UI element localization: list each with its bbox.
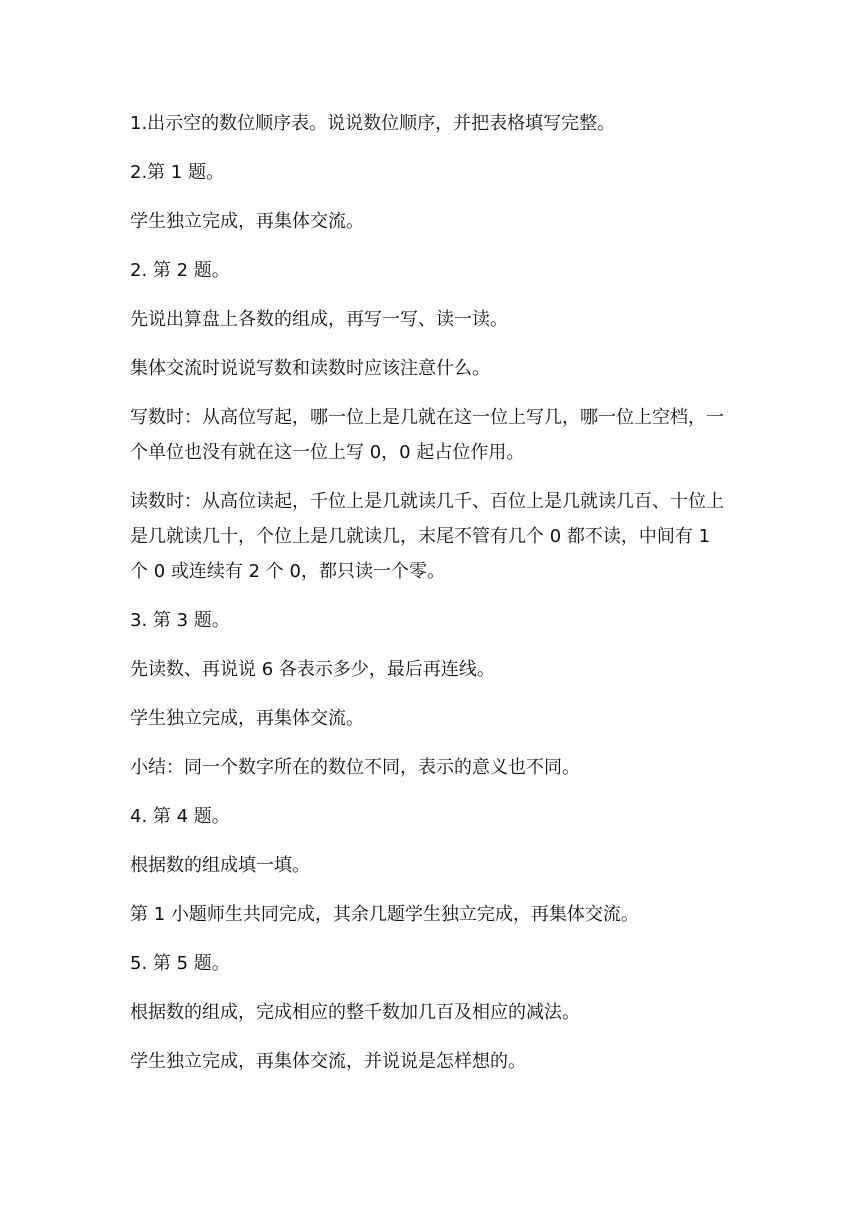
paragraph-7: 写数时：从高位写起，哪一位上是几就在这一位上写几，哪一位上空档，一个单位也没有就在这一位上写 0，0 起占位作用。 xyxy=(130,407,724,463)
paragraph-3: 学生独立完成，再集体交流。 xyxy=(130,211,364,232)
paragraph-10: 先读数、再说说 6 各表示多少，最后再连线。 xyxy=(130,659,495,680)
paragraph-2: 2.第 1 题。 xyxy=(130,162,225,183)
paragraph-15: 第 1 小题师生共同完成，其余几题学生独立完成，再集体交流。 xyxy=(130,904,639,925)
paragraph-11: 学生独立完成，再集体交流。 xyxy=(130,708,364,729)
paragraph-9: 3. 第 3 题。 xyxy=(130,610,230,631)
paragraph-14: 根据数的组成填一填。 xyxy=(130,855,310,876)
paragraph-13: 4. 第 4 题。 xyxy=(130,806,230,827)
paragraph-18: 学生独立完成，再集体交流，并说说是怎样想的。 xyxy=(130,1051,526,1072)
paragraph-8: 读数时：从高位读起，千位上是几就读几千、百位上是几就读几百、十位上是几就读几十，个位上是几就读几，末尾不管有几个 0 都不读，中间有 1 个 0 或连续有 2 个 0，都只读一个零。 xyxy=(130,491,724,582)
paragraph-6: 集体交流时说说写数和读数时应该注意什么。 xyxy=(130,358,490,379)
paragraph-5: 先说出算盘上各数的组成，再写一写、读一读。 xyxy=(130,309,508,330)
paragraph-17: 根据数的组成，完成相应的整千数加几百及相应的减法。 xyxy=(130,1002,580,1023)
paragraph-1: 1.出示空的数位顺序表。说说数位顺序，并把表格填写完整。 xyxy=(130,113,616,134)
paragraph-12: 小结：同一个数字所在的数位不同，表示的意义也不同。 xyxy=(130,757,580,778)
paragraph-4: 2. 第 2 题。 xyxy=(130,260,230,281)
paragraph-16: 5. 第 5 题。 xyxy=(130,953,230,974)
document-page xyxy=(130,106,730,1079)
